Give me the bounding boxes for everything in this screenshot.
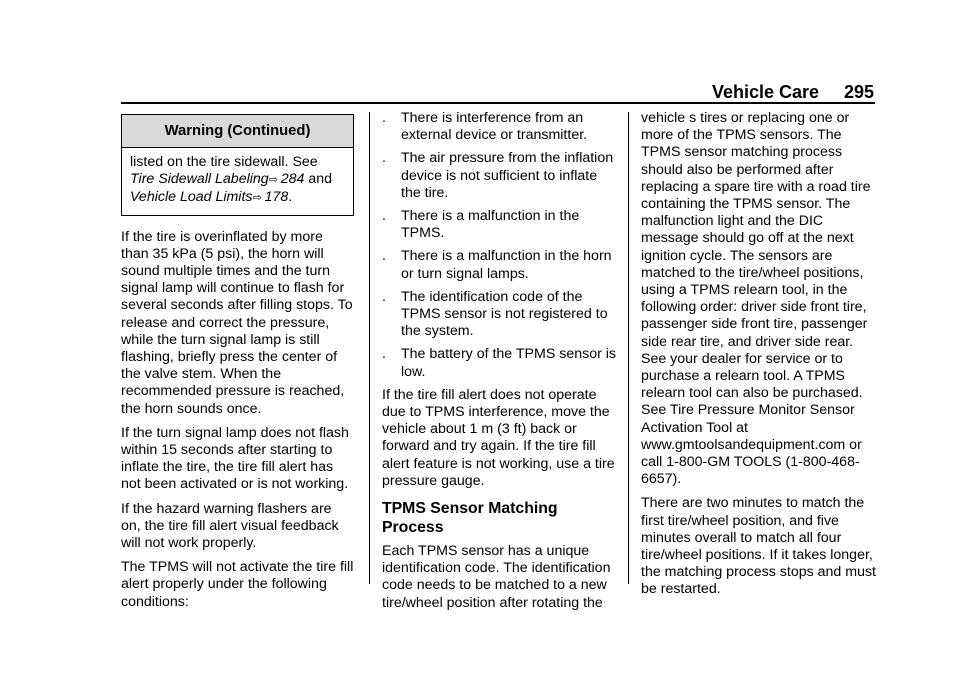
warning-box: [121, 114, 354, 216]
paragraph: If the hazard warning flashers are on, the tire fill alert visual feedback will not work properly.: [121, 500, 339, 552]
xref-vehicle-load-limits[interactable]: Vehicle Load Limits⇨ 178: [130, 189, 289, 206]
paragraph: If the tire fill alert does not operate due to TPMS interference, move the vehicle about 1 m (3 ft) back or forward and try again. If the tire fill alert feature is not working, use a tire pressure gauge.: [382, 386, 615, 489]
section-heading: TPMS Sensor Matching Process: [382, 500, 558, 537]
bullet-marker: .: [382, 248, 386, 265]
warning-text: listed on the tire sidewall. See: [130, 154, 318, 170]
xref-tire-sidewall-labeling[interactable]: Tire Sidewall Labeling⇨ 284: [130, 171, 305, 188]
column-1: [121, 114, 354, 618]
column-2: [382, 110, 616, 619]
paragraph: There are two minutes to match the first tire/wheel position, and five minutes overall to match all four tire/wheel positions. If it takes longer, the matching process stops and must be restarted.: [641, 495, 877, 598]
column-divider: [628, 112, 629, 584]
column-divider: [369, 112, 370, 584]
bullet-item: . There is a malfunction in the horn or turn signal lamps.: [382, 248, 612, 282]
page-number: 295: [843, 82, 874, 102]
bullet-marker: .: [382, 288, 386, 305]
bullet-item: . There is a malfunction in the TPMS.: [382, 208, 580, 242]
paragraph: vehicle s tires or replacing one or more of the TPMS sensors. The TPMS sensor matching process should also be performed after replacing a spare tire with a road tire containing the TPMS sensor. The malfunction light and the DIC message should go off at the next ignition cycle. The sensors are matched to the tire/wheel positions, using a TPMS relearn tool, in the following order: driver side front tire, passenger side front tire, passenger side rear tire, and driver side rear. See your dealer for service or to purchase a relearn tool. A TPMS relearn tool can also be purchased. See Tire Pressure Monitor Sensor Activation Tool at www.gmtoolsandequipment.com or call 1-800-GM TOOLS (1-800-468-6657).: [641, 110, 871, 488]
bullet-item: . There is interference from an external device or transmitter.: [382, 110, 588, 144]
bullet-marker: .: [382, 110, 386, 126]
bullet-marker: .: [382, 150, 386, 167]
paragraph: If the tire is overinflated by more than 35 kPa (5 psi), the horn will sound multiple times and the turn signal lamp will continue to flash for several seconds after filling stops. To release and correct the pressure, while the turn signal lamp is still flashing, briefly press the center of the valve stem. When the recommended pressure is reached, the horn sounds once.: [121, 228, 353, 417]
section-title: Vehicle Care: [712, 82, 820, 102]
bullet-item: . The air pressure from the inflation device is not sufficient to inflate the tire.: [382, 150, 614, 201]
page-header: [712, 82, 874, 104]
bullet-marker: .: [382, 208, 386, 225]
conjunction: and: [308, 171, 333, 188]
bullet-marker: .: [382, 346, 386, 363]
paragraph: The TPMS will not activate the tire fill alert properly under the following conditions:: [121, 559, 354, 610]
paragraph: Each TPMS sensor has a unique identification code. The identification code needs to be matched to a new tire/wheel position after rotating the: [382, 543, 611, 611]
column-3: [641, 110, 877, 606]
bullet-item: . The battery of the TPMS sensor is low.: [382, 346, 617, 380]
warning-body: listed on the tire sidewall. See Tire Sidewall Labeling⇨ 284 and Vehicle Load Limits⇨ 178.: [130, 154, 333, 206]
paragraph: If the turn signal lamp does not flash within 15 seconds after starting to inflate the tire, the tire fill alert has not been activated or is not working.: [121, 424, 349, 493]
page-ref-arrow-icon: ⇨: [252, 192, 262, 205]
header-rule: [121, 102, 875, 104]
warning-title: Warning (Continued): [122, 115, 353, 148]
page-ref-arrow-icon: ⇨: [268, 174, 278, 187]
bullet-item: . The identification code of the TPMS sensor is not registered to the system.: [382, 288, 608, 340]
